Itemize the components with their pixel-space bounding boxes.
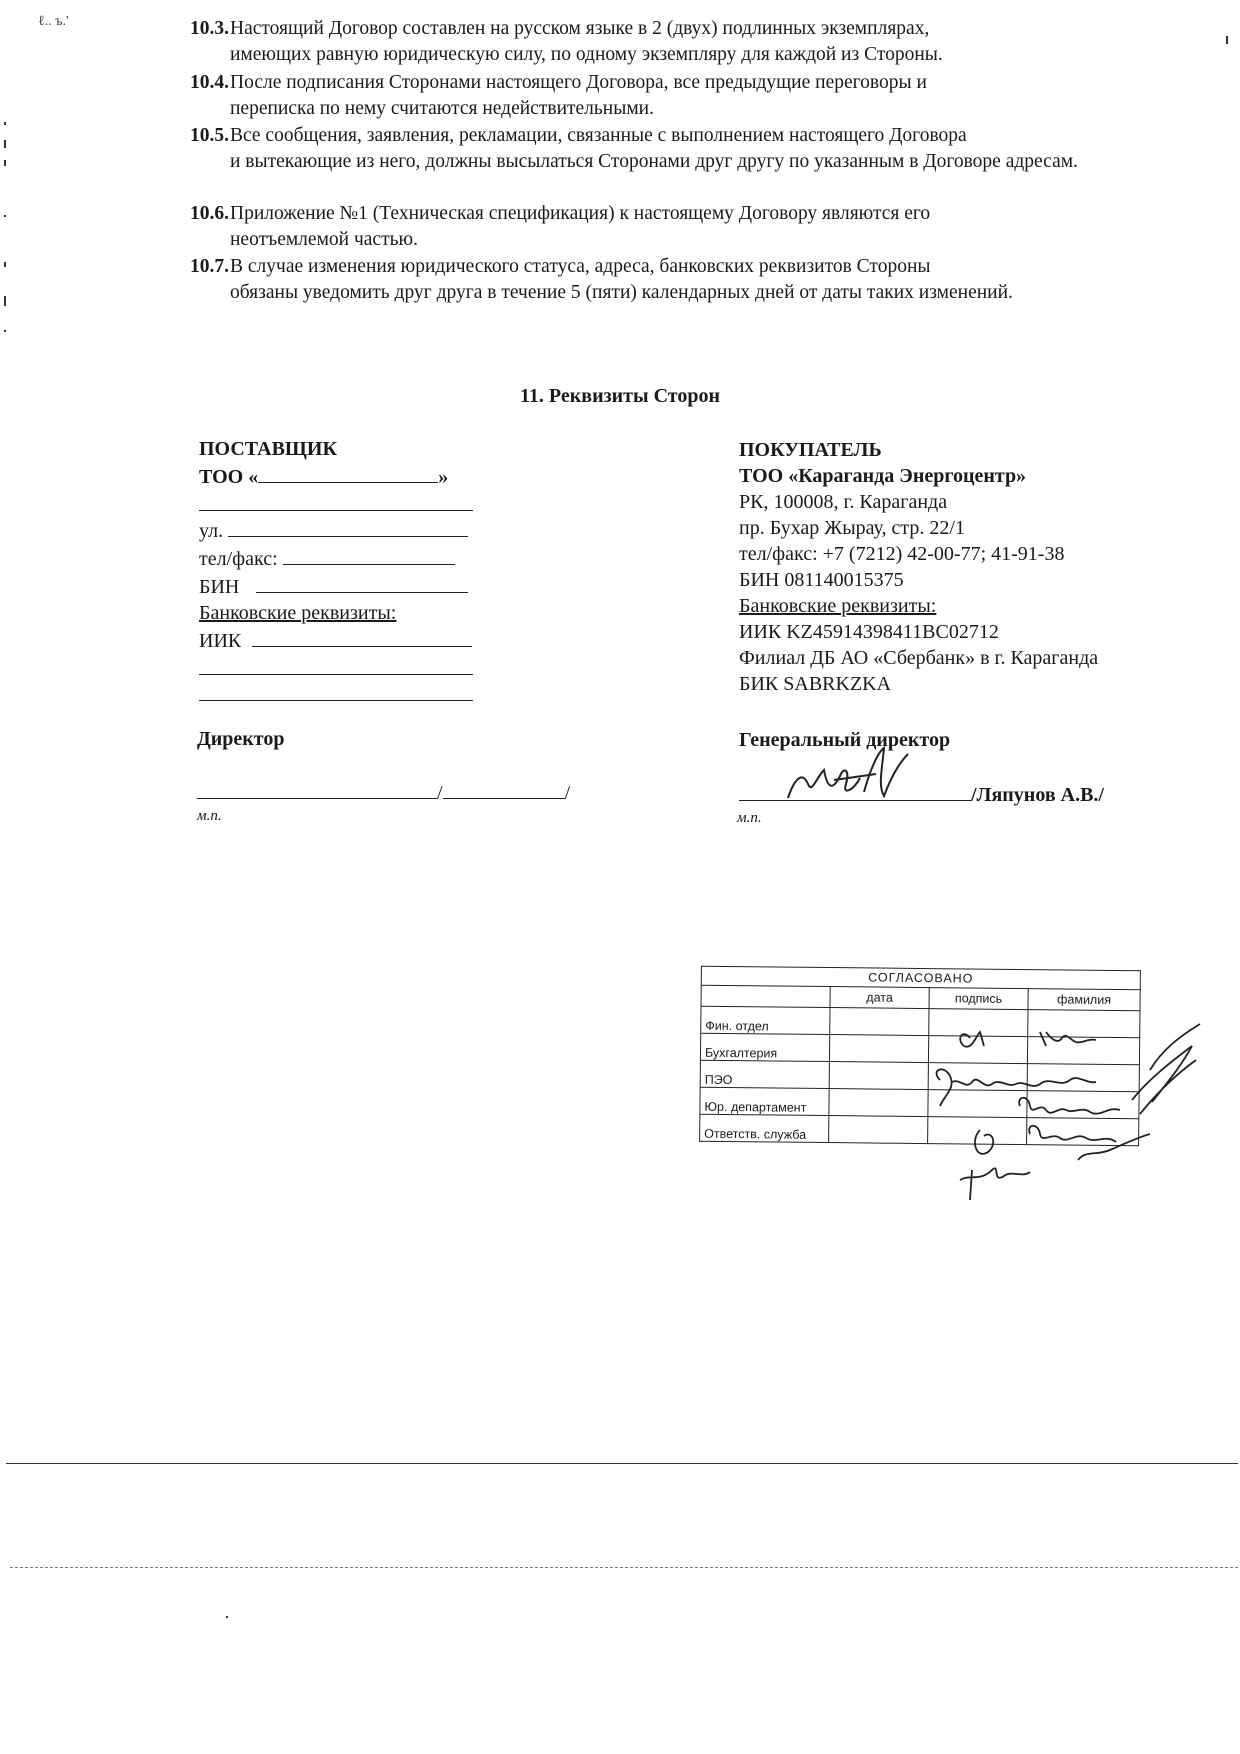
clause-text: Настоящий Договор составлен на русском языке в 2 (двух) подлинных экземплярах, — [230, 18, 930, 39]
buyer-address1: РК, 100008, г. Караганда — [739, 491, 948, 513]
section-title: 11. Реквизиты Сторон — [520, 385, 720, 407]
clause-10-6 — [190, 201, 1140, 253]
horizontal-rule — [6, 1463, 1238, 1464]
supplier-company — [199, 462, 499, 490]
buyer-seal-mark: м.п. — [737, 810, 762, 826]
company-blank-line — [258, 462, 438, 483]
buyer-phone: тел/факс: +7 (7212) 42-00-77; 41-91-38 — [739, 543, 1065, 565]
iik-label: ИИК — [199, 630, 242, 652]
buyer-bin: БИН 081140015375 — [739, 569, 904, 591]
supplier-block — [199, 436, 499, 706]
scan-speck — [4, 122, 6, 125]
signature-end: / — [564, 782, 571, 804]
iik-line — [252, 626, 472, 647]
buyer-heading: ПОКУПАТЕЛЬ — [739, 439, 882, 461]
clause-text: В случае изменения юридического статуса, адреса, банковских реквизитов Стороны — [230, 256, 931, 277]
supplier-seal-mark: м.п. — [197, 808, 222, 824]
buyer-signatory: /Ляпунов А.В./ — [971, 784, 1104, 806]
scan-speck — [1226, 36, 1228, 44]
corner-marks: ℓ.. ъ.' — [38, 14, 69, 29]
buyer-company: ТОО «Караганда Энергоцентр» — [739, 465, 1027, 487]
clause-text-cont: переписка по нему считаются недействительными. — [230, 98, 654, 119]
clause-number: 10.4. — [190, 72, 229, 93]
clause-10-3 — [190, 16, 1140, 68]
scan-speck — [4, 160, 6, 166]
clause-10-5 — [190, 123, 1140, 175]
clause-text: Приложение №1 (Техническая спецификация) к настоящему Договору являются его — [230, 203, 931, 224]
clause-number: 10.6. — [190, 203, 229, 224]
iik-row — [199, 626, 499, 654]
blank-row — [199, 680, 499, 706]
company-suffix: » — [438, 466, 449, 488]
stamp-row-label: Фин. отдел — [701, 1006, 830, 1034]
stamp-corner-cell — [701, 985, 830, 1007]
bank-label: Банковские реквизиты: — [199, 602, 397, 624]
bin-label: БИН — [199, 576, 240, 598]
stamp-col-date: дата — [830, 987, 929, 1009]
clause-number: 10.5. — [190, 125, 229, 146]
approval-signatures-graphic — [900, 1010, 1220, 1230]
scan-speck — [4, 140, 6, 148]
street-label: ул. — [199, 520, 224, 542]
signature-separator: / — [437, 782, 443, 804]
bin-line — [256, 572, 468, 593]
clause-number: 10.7. — [190, 256, 229, 277]
supplier-heading: ПОСТАВЩИК — [199, 438, 337, 460]
street-line — [228, 516, 468, 537]
scan-speck — [4, 215, 6, 217]
phone-row — [199, 544, 499, 572]
blank-row — [199, 654, 499, 680]
stamp-row-label: Юр. департамент — [700, 1087, 829, 1115]
blank-line — [199, 680, 473, 701]
name-line — [443, 778, 565, 799]
blank-row — [199, 490, 499, 516]
clause-10-7 — [190, 254, 1140, 306]
director-signature-graphic — [780, 740, 960, 810]
clause-text-cont: неотъемлемой частью. — [230, 229, 418, 250]
buyer-iik: ИИК KZ45914398411BC02712 — [739, 621, 999, 643]
buyer-branch: Филиал ДБ АО «Сбербанк» в г. Караганда — [739, 647, 1099, 669]
blank-line — [199, 490, 473, 511]
buyer-address2: пр. Бухар Жырау, стр. 22/1 — [739, 517, 965, 539]
scan-speck — [4, 296, 6, 306]
stamp-title: СОГЛАСОВАНО — [701, 966, 1140, 990]
phone-line — [283, 544, 455, 565]
clause-10-4 — [190, 70, 1140, 122]
bin-row — [199, 572, 499, 600]
supplier-director-label: Директор — [197, 728, 285, 750]
scan-speck — [226, 1616, 228, 1618]
company-prefix: ТОО « — [199, 466, 259, 488]
dashed-rule — [10, 1567, 1238, 1568]
clause-number: 10.3. — [190, 18, 229, 39]
phone-label: тел/факс: — [199, 548, 278, 570]
clause-text: Все сообщения, заявления, рекламации, связанные с выполнением настоящего Договора — [230, 125, 967, 146]
stamp-row-label: Ответств. служба — [700, 1114, 829, 1142]
stamp-col-surname: фамилия — [1028, 989, 1140, 1011]
buyer-block — [739, 437, 1159, 697]
blank-line — [199, 654, 473, 675]
signature-line — [197, 778, 437, 799]
clause-text-cont: имеющих равную юридическую силу, по одному экземпляру для каждой из Стороны. — [230, 44, 943, 65]
buyer-director-label: Генеральный директор — [739, 729, 951, 751]
stamp-col-signature: подпись — [929, 988, 1028, 1010]
clause-text: После подписания Сторонами настоящего Договора, все предыдущие переговоры и — [230, 72, 927, 93]
street-row — [199, 516, 499, 544]
scan-speck — [4, 330, 6, 332]
stamp-row-label: ПЭО — [700, 1060, 829, 1088]
buyer-bank-label: Банковские реквизиты: — [739, 595, 937, 617]
clause-text-cont: обязаны уведомить друг друга в течение 5 (пяти) календарных дней от даты таких изменений. — [230, 282, 1013, 303]
clause-text-cont: и вытекающие из него, должны высылаться Сторонами друг другу по указанным в Договоре адресам. — [230, 151, 1078, 172]
scan-speck — [4, 262, 6, 267]
stamp-row-label: Бухгалтерия — [700, 1033, 829, 1061]
buyer-bik: БИК SABRKZKA — [739, 673, 892, 695]
supplier-signature-row — [197, 778, 617, 806]
